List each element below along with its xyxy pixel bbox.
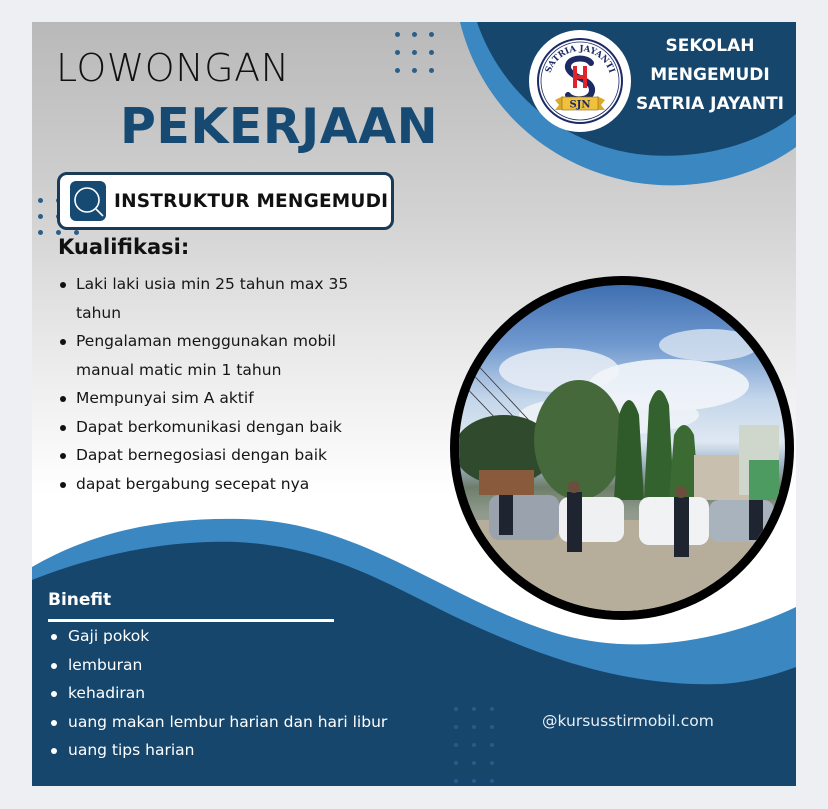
job-role-badge bbox=[57, 172, 394, 230]
benefit-item: kehadiran bbox=[48, 679, 387, 708]
school-logo bbox=[529, 30, 631, 132]
school-name-line: MENGEMUDI bbox=[650, 65, 770, 85]
team-photo bbox=[450, 276, 794, 620]
benefits-heading: Binefit bbox=[48, 590, 112, 610]
benefit-item: Gaji pokok bbox=[48, 622, 387, 651]
qualification-item: Dapat berkomunikasi dengan baik bbox=[58, 413, 378, 442]
qualification-item: Mempunyai sim A aktif bbox=[58, 384, 378, 413]
team-photo-image bbox=[459, 285, 785, 611]
svg-text:SJN: SJN bbox=[569, 99, 591, 111]
benefit-item: uang tips harian bbox=[48, 736, 387, 765]
benefit-item: lemburan bbox=[48, 651, 387, 680]
qualifications-heading: Kualifikasi: bbox=[58, 235, 190, 259]
svg-text:SATRIA JAYANTI: SATRIA JAYANTI bbox=[543, 43, 617, 75]
qualification-item: Dapat bernegosiasi dengan baik bbox=[58, 441, 378, 470]
search-icon bbox=[70, 181, 106, 221]
poster-title-line1: LOWONGAN bbox=[56, 46, 290, 90]
job-poster bbox=[32, 22, 796, 786]
qualification-item: dapat bergabung secepat nya bbox=[58, 470, 378, 499]
contact-handle: @kursusstirmobil.com bbox=[542, 712, 714, 730]
benefits-list bbox=[48, 622, 387, 765]
benefit-item: uang makan lembur harian dan hari libur bbox=[48, 708, 387, 737]
school-name bbox=[630, 32, 790, 119]
qualification-item: Pengalaman menggunakan mobil manual matic min 1 tahun bbox=[58, 327, 378, 384]
job-role-label: INSTRUKTUR MENGEMUDI bbox=[114, 190, 389, 212]
school-name-line: SEKOLAH bbox=[665, 36, 755, 56]
decorative-dot-grid bbox=[395, 32, 434, 73]
qualification-item: Laki laki usia min 25 tahun max 35 tahun bbox=[58, 270, 378, 327]
qualifications-list bbox=[58, 270, 378, 498]
school-name-line: SATRIA JAYANTI bbox=[635, 94, 784, 114]
decorative-dot-grid bbox=[454, 707, 494, 783]
poster-title-line2: PEKERJAAN bbox=[120, 98, 439, 155]
